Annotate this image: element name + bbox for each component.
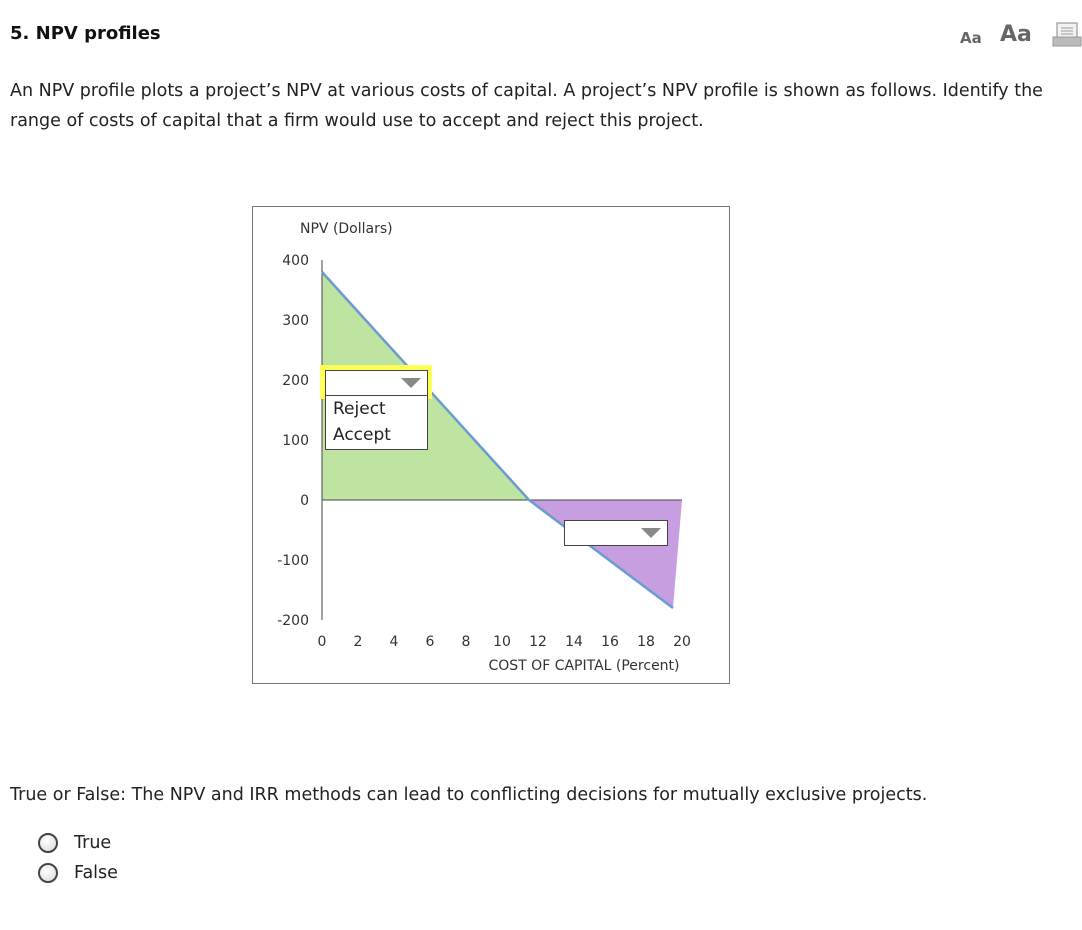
x-tick-label: 4 xyxy=(389,634,399,650)
x-tick-label: 0 xyxy=(317,634,327,650)
answer-options xyxy=(38,828,118,888)
option-label: True xyxy=(74,833,112,853)
print-icon[interactable] xyxy=(1052,22,1082,48)
x-axis-title: COST OF CAPITAL (Percent) xyxy=(488,658,680,674)
x-tick-label: 20 xyxy=(673,634,691,650)
option-label: False xyxy=(74,863,118,883)
y-tick-label: -200 xyxy=(277,613,309,629)
y-axis-title: NPV (Dollars) xyxy=(300,221,393,237)
x-tick-label: 18 xyxy=(637,634,655,650)
radio-button[interactable] xyxy=(38,833,58,853)
question-title: 5. NPV profiles xyxy=(10,23,161,44)
x-tick-label: 8 xyxy=(461,634,471,650)
y-tick-label: -100 xyxy=(277,553,309,569)
question-prompt: An NPV profile plots a project’s NPV at various costs of capital. A project’s NPV profile is shown as follows. Identify the range of costs of capital that a firm would use to accept and reject this project. xyxy=(10,81,1043,131)
y-tick-label: 300 xyxy=(282,313,309,329)
option-false[interactable] xyxy=(38,858,118,888)
toolbar xyxy=(952,20,1082,52)
x-tick-label: 14 xyxy=(565,634,583,650)
chevron-down-icon xyxy=(401,378,421,388)
font-decrease-button[interactable]: Aa xyxy=(960,29,982,47)
option-true[interactable] xyxy=(38,828,118,858)
dropdown-option-accept[interactable]: Accept xyxy=(333,425,391,445)
x-tick-label: 16 xyxy=(601,634,619,650)
y-tick-label: 100 xyxy=(282,433,309,449)
font-increase-button[interactable]: Aa xyxy=(1000,22,1032,47)
y-tick-label: 0 xyxy=(300,493,309,509)
y-tick-label: 200 xyxy=(282,373,309,389)
npv-profile-chart xyxy=(252,206,730,684)
x-tick-label: 6 xyxy=(425,634,435,650)
y-tick-label: 400 xyxy=(282,253,309,269)
accept-reject-dropdown-lower[interactable] xyxy=(564,520,668,546)
x-tick-label: 12 xyxy=(529,634,547,650)
x-tick-label: 2 xyxy=(353,634,363,650)
x-tick-label: 10 xyxy=(493,634,511,650)
dropdown-option-reject[interactable]: Reject xyxy=(333,399,386,419)
accept-reject-dropdown-upper[interactable] xyxy=(325,370,428,396)
dropdown-menu xyxy=(325,396,428,450)
true-false-question: True or False: The NPV and IRR methods can lead to conflicting decisions for mutually exclusive projects. xyxy=(10,785,928,805)
chevron-down-icon xyxy=(641,528,661,538)
radio-button[interactable] xyxy=(38,863,58,883)
